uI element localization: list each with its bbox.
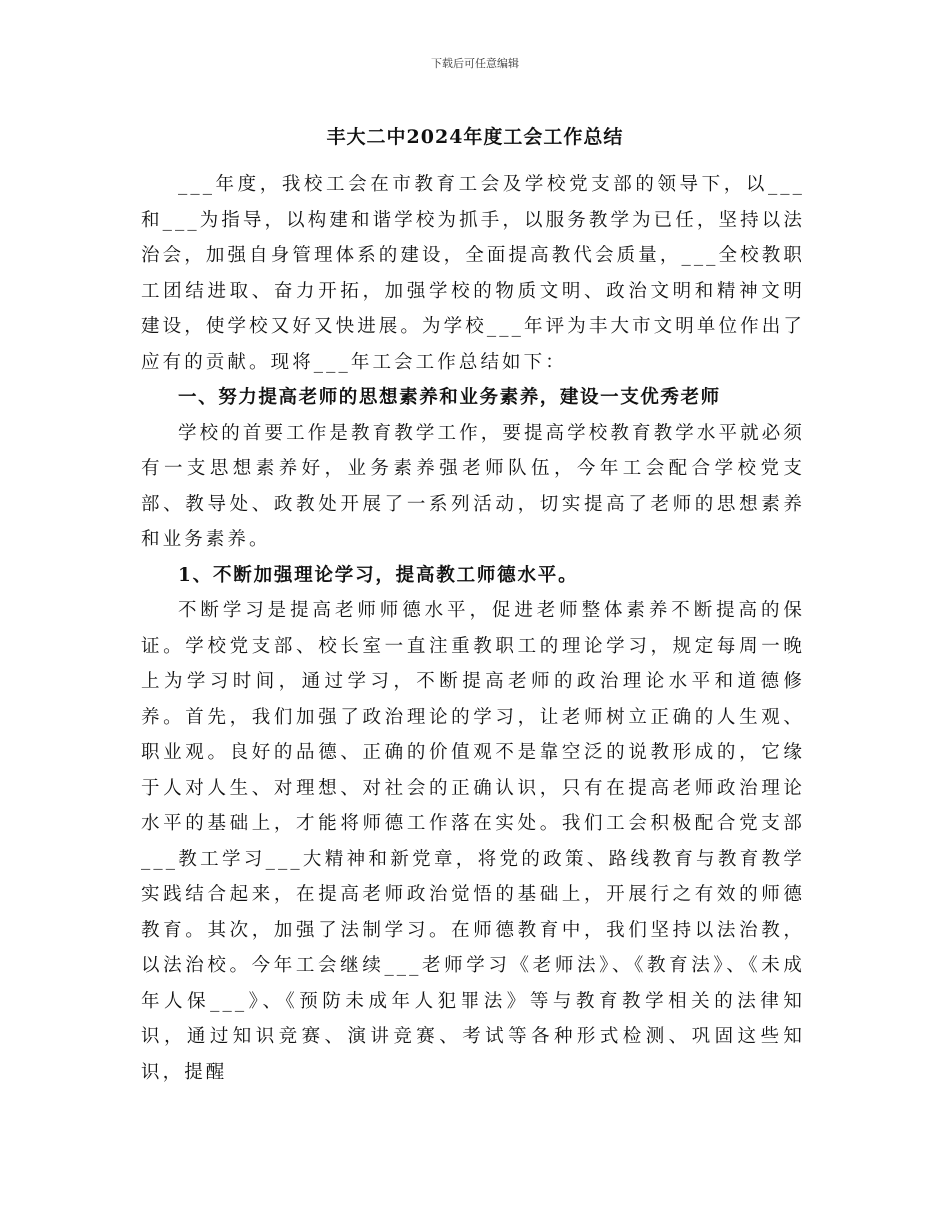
section-1-paragraph: 学校的首要工作是教育教学工作，要提高学校教育教学水平就必须有一支思想素养好，业务素养强老师队伍，今年工会配合学校党支部、教导处、政教处开展了一系列活动，切实提高了老师的思想素养和业务素养。 — [141, 422, 805, 550]
section-heading-1: 一、努力提高老师的思想素养和业务素养，建设一支优秀老师 — [178, 387, 721, 408]
subsection-1-paragraph: 不断学习是提高老师师德水平，促进老师整体素养不断提高的保证。学校党支部、校长室一直注重教职工的理论学习，规定每周一晚上为学习时间，通过学习，不断提高老师的政治理论水平和道德修养。首先，我们加强了政治理论的学习，让老师树立正确的人生观、职业观。良好的品德、正确的价值观不是靠空泛的说教形成的，它缘于人对人生、对理想、对社会的正确认识，只有在提高老师政治理论水平的基础上，才能将师德工作落在实处。我们工会积极配合党支部___教工学习___大精神和新党章，将党的政策、路线教育与教育教学实践结合起来，在提高老师政治觉悟的基础上，开展行之有效的师德教育。其次，加强了法制学习。在师德教育中，我们坚持以法治教，以法治校。今年工会继续___老师学习《老师法》、《教育法》、《未成年人保___》、《预防未成年人犯罪法》等与教育教学相关的法律知识，通过知识竞赛、演讲竞赛、考试等各种形式检测、巩固这些知识，提醒 — [141, 600, 805, 1083]
document-body — [141, 167, 805, 1090]
intro-paragraph: ___年度，我校工会在市教育工会及学校党支部的领导下，以___和___为指导，以构建和谐学校为抓手，以服务教学为已任，坚持以法治会，加强自身管理体系的建设，全面提高教代会质量，___全校教职工团结进取、奋力开拓，加强学校的物质文明、政治文明和精神文明建设，使学校又好又快进展。为学校___年评为丰大市文明单位作出了应有的贡献。现将___年工会工作总结如下： — [141, 174, 805, 373]
subsection-heading-1: 1、不断加强理论学习，提高教工师德水平。 — [178, 564, 579, 586]
page-header-note: 下载后可任意编辑 — [431, 57, 519, 70]
document-title: 丰大二中2024年度工会工作总结 — [326, 126, 624, 148]
